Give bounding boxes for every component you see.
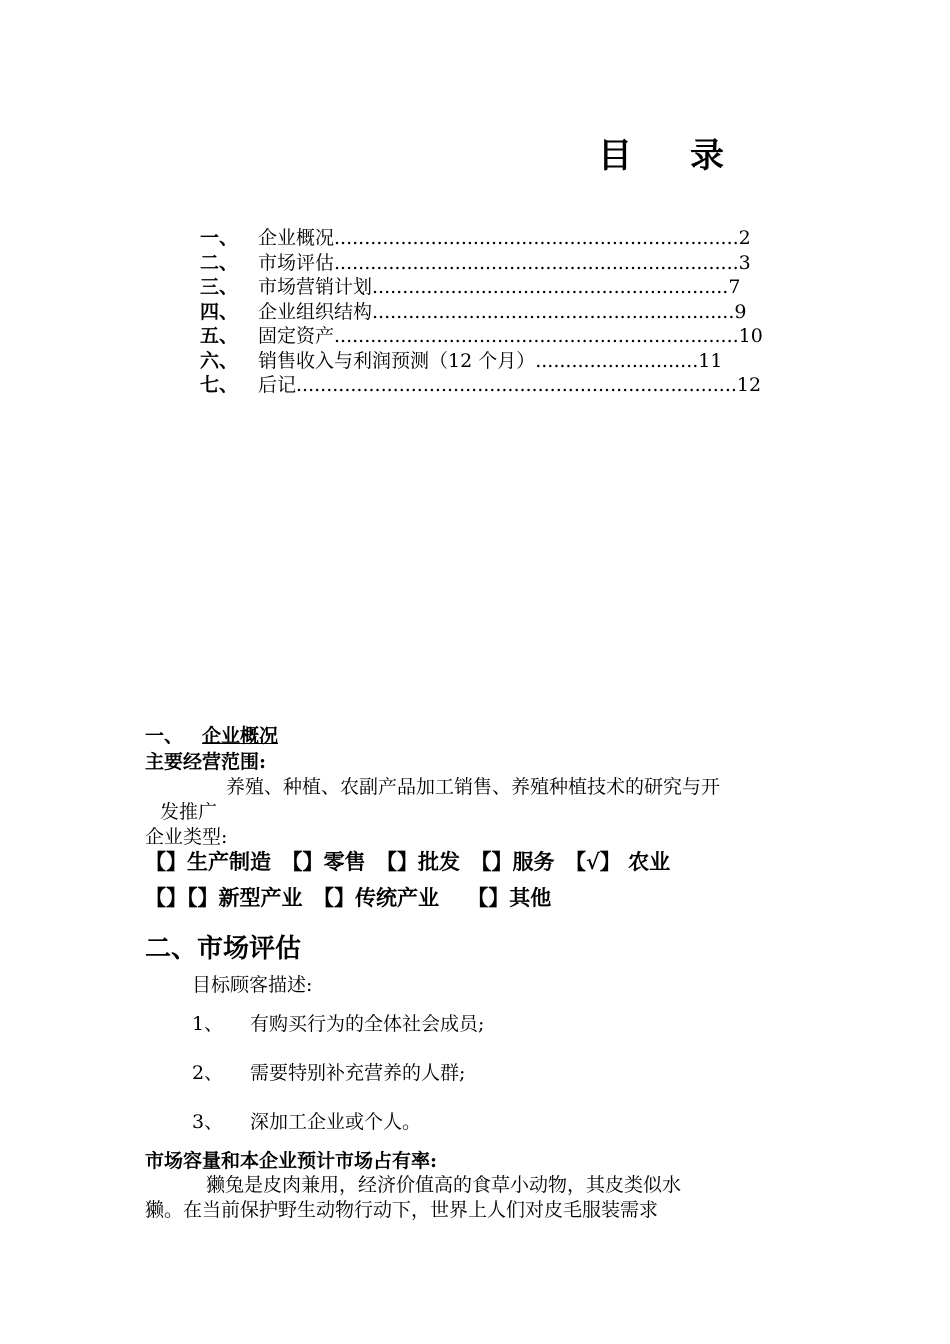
list-item-text: 需要特别补充营养的人群; — [250, 1062, 466, 1084]
section2-heading: 二、市场评估 — [145, 934, 302, 964]
enterprise-type-options-row1: 【】生产制造 【】零售 【】批发 【】服务 【√】 农业 — [145, 849, 671, 874]
scope-text-line2: 发推广 — [160, 801, 218, 823]
toc-entry-text: 固定资产 — [258, 325, 335, 347]
target-customer-label: 目标顾客描述: — [192, 974, 313, 996]
toc-entry-number: 一、 — [200, 227, 239, 249]
section1-title: 企业概况 — [202, 725, 279, 747]
toc-entry-leader: ................................................................... — [334, 251, 739, 274]
enterprise-type-options-row2: 【】【】新型产业 【】传统产业 【】其他 — [145, 885, 552, 910]
toc-entry-text: 企业概况 — [258, 227, 335, 249]
toc-entry-text: 市场评估 — [258, 251, 335, 274]
section1-heading — [145, 721, 278, 748]
toc-title-char-2: 录 — [690, 136, 724, 176]
toc-entry[interactable] — [200, 226, 763, 251]
toc-entry-leader: ............................................................ — [372, 300, 735, 323]
list-item — [192, 1009, 484, 1036]
toc-entry-number: 四、 — [200, 300, 239, 323]
toc-title — [598, 128, 724, 177]
list-item — [192, 1107, 421, 1134]
list-item-number: 2、 — [192, 1062, 224, 1084]
market-capacity-text-line2: 獭。在当前保护野生动物行动下，世界上人们对皮毛服装需求 — [145, 1199, 659, 1221]
toc-title-char-1: 目 — [598, 136, 632, 176]
type-label: 企业类型: — [145, 826, 228, 848]
section1-number: 一、 — [145, 725, 184, 747]
toc-entry-text: 企业组织结构 — [258, 300, 373, 323]
toc-entry-number: 三、 — [200, 276, 239, 298]
toc-entry-page: 7 — [728, 276, 741, 298]
toc-entry[interactable] — [200, 251, 763, 276]
toc-entry-leader: ................................................................... — [334, 325, 739, 347]
list-item-text: 深加工企业或个人。 — [250, 1111, 422, 1133]
toc-entry-number: 二、 — [200, 251, 239, 274]
toc-entry-page: 9 — [734, 300, 747, 323]
toc-list — [200, 226, 763, 398]
list-item — [192, 1058, 465, 1085]
toc-entry-page: 3 — [738, 251, 751, 274]
toc-entry-page: 11 — [698, 349, 723, 372]
toc-entry-leader: ......................................................................... — [296, 374, 737, 396]
market-capacity-label: 市场容量和本企业预计市场占有率: — [145, 1150, 438, 1172]
toc-entry-number: 五、 — [200, 325, 239, 347]
toc-entry[interactable] — [200, 275, 763, 300]
toc-entry[interactable] — [200, 373, 763, 398]
toc-entry-page: 12 — [736, 374, 762, 396]
toc-entry[interactable] — [200, 300, 763, 325]
list-item-number: 3、 — [192, 1111, 224, 1133]
toc-entry-text: 销售收入与利润预测（12 个月） — [258, 349, 536, 372]
toc-entry-leader: ................................................................... — [334, 227, 739, 249]
scope-label: 主要经营范围: — [145, 751, 267, 773]
toc-entry[interactable] — [200, 324, 763, 349]
list-item-number: 1、 — [192, 1013, 224, 1035]
scope-text-line1: 养殖、种植、农副产品加工销售、养殖种植技术的研究与开 — [226, 776, 721, 798]
toc-entry-text: 后记 — [258, 374, 297, 396]
toc-entry-leader: ........................... — [535, 349, 699, 372]
list-item-text: 有购买行为的全体社会成员; — [250, 1013, 485, 1035]
market-capacity-text-line1: 獭兔是皮肉兼用，经济价值高的食草小动物，其皮类似水 — [206, 1174, 682, 1196]
toc-entry-text: 市场营销计划 — [258, 276, 373, 298]
toc-entry[interactable] — [200, 349, 763, 374]
toc-entry-leader: ........................................................... — [372, 276, 729, 298]
toc-entry-page: 10 — [738, 325, 763, 347]
toc-entry-page: 2 — [738, 227, 751, 249]
toc-entry-number: 七、 — [200, 374, 239, 396]
toc-entry-number: 六、 — [200, 349, 239, 372]
